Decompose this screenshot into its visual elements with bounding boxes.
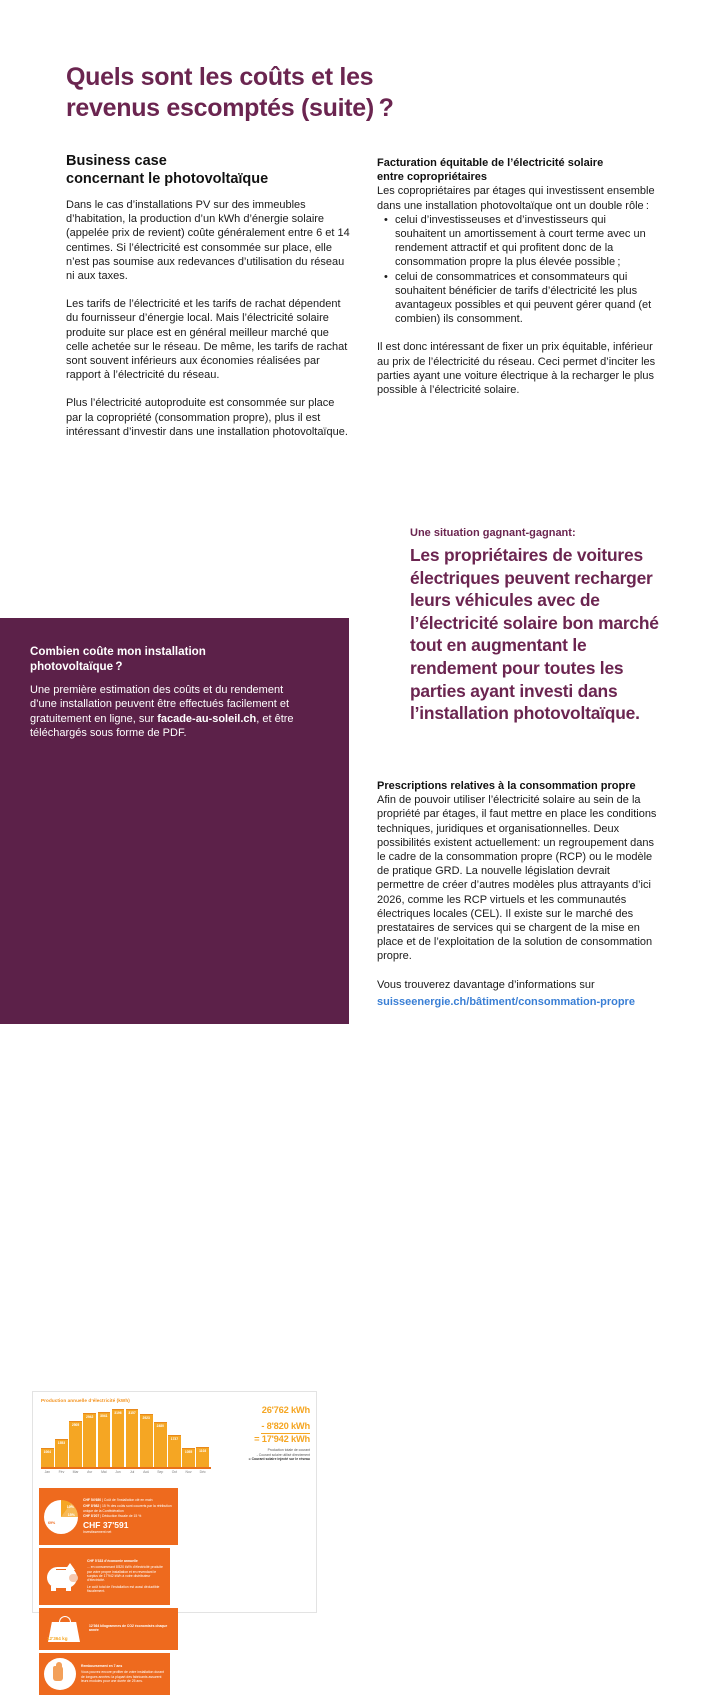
payback-panel-lines bbox=[81, 1664, 165, 1683]
chart-month-label: Jan bbox=[44, 1470, 51, 1475]
pie-chart-icon bbox=[44, 1500, 78, 1534]
thumbs-up-icon bbox=[44, 1658, 76, 1690]
piggy-leg-front bbox=[51, 1586, 56, 1591]
savings-heading: CHF 5'333 d’économie annuelle bbox=[87, 1559, 138, 1564]
cost-line-2-value: CHF 8'982 bbox=[83, 1504, 100, 1509]
left-heading-line2: concernant le photovoltaïque bbox=[66, 171, 269, 187]
chart-month-labels bbox=[41, 1470, 209, 1474]
chart-bar bbox=[69, 1421, 82, 1467]
pie-label-1: 10% bbox=[66, 1504, 74, 1509]
chart-bar-wrap bbox=[140, 1405, 153, 1467]
cost-line-3-value: CHF 8'207 bbox=[83, 1514, 100, 1519]
chart-bar-wrap bbox=[126, 1405, 139, 1467]
chart-bar bbox=[112, 1409, 125, 1467]
chart-bar-value: 2480 bbox=[156, 1423, 164, 1428]
chart-month-label: Oct bbox=[171, 1470, 178, 1475]
right-closing-paragraph: Il est donc intéressant de fixer un prix équitable, inférieur au prix de l’électricité du réseau. Ceci permet d’inciter les parties ayant une voiture électrique à la recharger le plus possible à l’électricité solaire. bbox=[377, 341, 656, 397]
payback-panel bbox=[39, 1653, 170, 1695]
co2-panel-lines bbox=[89, 1624, 173, 1634]
cost-line-1 bbox=[83, 1498, 173, 1502]
list-item: • celui d’investisseuses et d’investisseurs qui souhaitent un amortissement à court terme avec un rendement attractif et qui profitent donc de la consommation propre la plus élevée possible ; bbox=[388, 213, 659, 270]
chart-bar-wrap bbox=[168, 1405, 181, 1467]
page-title-line2: revenus escomptés (suite) ? bbox=[66, 94, 394, 122]
callout-link-text[interactable]: facade-au-soleil.ch bbox=[157, 712, 257, 725]
chart-bar bbox=[126, 1409, 139, 1467]
summary-note-2: - Courant solaire utilisé directement bbox=[256, 1452, 310, 1457]
infographic-panels bbox=[33, 1485, 316, 1701]
co2-panel bbox=[39, 1608, 178, 1650]
list-item: • celui de consommatrices et consommateurs qui souhaitent bénéficier de tarifs d’électricité les plus avantageux possibles et qui peuvent gérer quand (et combien) ils consomment. bbox=[388, 270, 659, 327]
chart-month-label: Mar bbox=[72, 1470, 79, 1475]
chart-axis-line bbox=[41, 1467, 211, 1469]
summary-self-consumed: - 8'820 kWh bbox=[261, 1421, 310, 1434]
summary-note-3: = Courant solaire injecté sur le réseau bbox=[248, 1457, 310, 1462]
callout-body-part2: , et être téléchargés sous forme de PDF. bbox=[30, 712, 294, 740]
callout-title-line2: photovoltaïque ? bbox=[30, 660, 123, 673]
cost-panel-lines bbox=[83, 1498, 173, 1535]
bottom-right-column bbox=[377, 779, 659, 1010]
right-heading-line2: entre copropriétaires bbox=[377, 171, 488, 184]
chart-bar-wrap bbox=[154, 1405, 167, 1467]
right-column bbox=[377, 156, 659, 411]
chart-bar-wrap bbox=[196, 1405, 209, 1467]
roles-bullet-list bbox=[377, 213, 659, 327]
piggy-bank-icon bbox=[44, 1560, 82, 1594]
right-column-heading bbox=[377, 156, 659, 184]
cost-line-1-value: CHF 54'680 bbox=[83, 1498, 102, 1503]
chart-bar-wrap bbox=[41, 1405, 54, 1467]
chart-bar bbox=[140, 1414, 153, 1467]
co2-badge: 12'364 kg bbox=[47, 1636, 68, 1641]
summary-note-1: Production totale de courant bbox=[267, 1448, 310, 1452]
summary-total-production: 26'762 kWh bbox=[261, 1405, 310, 1415]
cost-line-2 bbox=[83, 1504, 173, 1513]
thumb-tip bbox=[56, 1662, 62, 1670]
chart-bar-value: 1055 bbox=[184, 1449, 193, 1454]
savings-panel bbox=[39, 1548, 170, 1605]
chart-bar bbox=[182, 1448, 195, 1467]
regulations-body: Afin de pouvoir utiliser l’électricité solaire au sein de la propriété par étages, il faut mettre en place les conditions techniques, juridiques et organisationnelles. Deux possibilités existent actuellement: un regroupement dans le cadre de la consommation propre (RCP) ou le modèle de pratique GRD. La nouvelle législation devrait permettre de créer d’autres modèles plus attrayants d’ici 2026, comme les RCP virtuels et les communautés électriques locales (CEL). Il existe sur le marché des prestataires de services qui se chargent de la mise en place et de l’exploitation de la solution de consommation propre. bbox=[377, 794, 657, 963]
right-heading-line1: Facturation équitable de l’électricité solaire bbox=[377, 157, 604, 169]
chart-bar-wrap bbox=[69, 1405, 82, 1467]
cost-estimate-callout-box bbox=[0, 618, 349, 1684]
chart-month-label: Sep bbox=[157, 1470, 164, 1475]
chart-bar-value: 1064 bbox=[43, 1449, 51, 1454]
left-paragraph-2: Les tarifs de l’électricité et les tarifs de rachat dépendent du fournisseur d’énergie local. Mais l’électricité solaire produite sur place est en général meilleur marché que celle achetée sur le réseau. De même, les tarifs de rachat sont souvent inférieurs aux économies réalisées par rapport à l’électricité du réseau. bbox=[66, 298, 348, 382]
chart-month-label: Nov bbox=[185, 1470, 192, 1475]
cost-line-2-label: | 15 % des coûts sont couverts par la rétribution unique de la Confédération bbox=[83, 1504, 172, 1513]
chart-bar bbox=[41, 1448, 54, 1467]
regulations-heading: Prescriptions relatives à la consommation propre bbox=[377, 780, 636, 792]
callout-title bbox=[30, 644, 298, 674]
piggy-snout bbox=[69, 1574, 78, 1582]
page-title-line1: Quels sont les coûts et les bbox=[66, 63, 374, 91]
chart-bar bbox=[196, 1447, 209, 1467]
pullquote-text: Les propriétaires de voitures électriques peuvent recharger leurs véhicules avec de l’électricité solaire bon marché tout en augmentant le rendement pour toutes les parties ayant investi dans l’installation photovoltaïque. bbox=[410, 545, 659, 724]
chart-bars bbox=[41, 1405, 209, 1467]
chart-title: Production annuelle d’électricité (kWh) bbox=[41, 1398, 130, 1403]
callout-title-line1: Combien coûte mon installation bbox=[30, 645, 206, 658]
chart-month-label: Jul bbox=[129, 1470, 135, 1475]
chart-month-label: Jun bbox=[115, 1470, 121, 1475]
chart-bar-wrap bbox=[112, 1405, 125, 1467]
right-intro-paragraph: Les copropriétaires par étages qui investissent ensemble dans une installation photovoltaïque ont un double rôle : bbox=[377, 185, 655, 212]
co2-text: 12'364 kilogrammes de CO2 économisés chaque année bbox=[89, 1623, 168, 1633]
cost-panel bbox=[39, 1488, 178, 1545]
cost-line-3 bbox=[83, 1514, 173, 1518]
chart-bar-value: 1553 bbox=[57, 1440, 66, 1445]
piggy-slot bbox=[56, 1569, 66, 1571]
chart-bar-value: 3157 bbox=[128, 1411, 136, 1416]
annual-production-chart bbox=[33, 1392, 316, 1485]
left-heading-line1: Business case bbox=[66, 153, 167, 169]
chart-bar-wrap bbox=[182, 1405, 195, 1467]
chart-bar bbox=[83, 1413, 96, 1467]
callout-inner bbox=[30, 644, 298, 741]
payback-heading: Remboursement en 7 ans bbox=[81, 1664, 123, 1669]
chart-bar-wrap bbox=[98, 1405, 111, 1467]
pie-label-3: 69% bbox=[48, 1520, 56, 1525]
savings-footer: Le coût total de l’installation est aussi déductible fiscalement. bbox=[87, 1584, 160, 1594]
chart-bar bbox=[154, 1422, 167, 1467]
pie-label-2: 15% bbox=[67, 1512, 75, 1517]
page-title bbox=[66, 62, 496, 124]
cost-line-1-label: | Coût de l’installation clé en main bbox=[102, 1498, 153, 1503]
payback-body: Vous pouvez encore profiter de votre installation durant de longues années: la plupart des fabricants assurent leurs modules pour une durée de 25 ans. bbox=[81, 1670, 164, 1684]
chart-bar-value: 3041 bbox=[100, 1413, 108, 1418]
chart-month-label: Déc bbox=[199, 1470, 206, 1475]
left-column-heading bbox=[66, 152, 350, 188]
chart-bar-wrap bbox=[55, 1405, 68, 1467]
chart-bar-wrap bbox=[83, 1405, 96, 1467]
chart-bar bbox=[98, 1412, 111, 1467]
left-column bbox=[66, 152, 350, 453]
net-investment-value: CHF 37'591 bbox=[83, 1520, 129, 1531]
cost-line-3-label: | Déduction fiscale de 15 % bbox=[100, 1514, 142, 1519]
chart-bar-value: 1737 bbox=[170, 1437, 179, 1442]
chart-month-label: Avr bbox=[87, 1470, 93, 1475]
pullquote-kicker: Une situation gagnant-gagnant: bbox=[410, 527, 576, 539]
piggy-leg-back bbox=[66, 1586, 71, 1591]
chart-month-label: Fév bbox=[58, 1470, 65, 1475]
chart-bar-value: 2923 bbox=[142, 1415, 150, 1420]
chart-bar bbox=[55, 1439, 68, 1467]
summary-notes bbox=[210, 1448, 310, 1462]
pullquote bbox=[410, 526, 660, 725]
left-paragraph-3: Plus l’électricité autoproduite est consommée sur place par la copropriété (consommation propre), plus il est intéressant d’investir dans une installation photovoltaïque. bbox=[66, 397, 348, 438]
chart-bar-value: 2942 bbox=[86, 1415, 94, 1420]
net-investment-caption: Investissement net bbox=[83, 1530, 112, 1535]
chart-bar-value: 3196 bbox=[114, 1410, 122, 1415]
weight-icon bbox=[44, 1614, 84, 1644]
callout-body-part1: Une première estimation des coûts et du rendement d’une installation peuvent être effectués facilement et gratuitement en ligne, sur bbox=[30, 684, 290, 725]
left-paragraph-1: Dans le cas d’installations PV sur des immeubles d’habitation, la production d’un kWh d’énergie solaire (appelée prix de revient) coûte généralement entre 6 et 14 centimes. Si l’électricité est consommée sur place, elle n’est pas soumise aux redevances d’utilisation du réseau ni aux taxes. bbox=[66, 199, 350, 283]
savings-panel-lines bbox=[87, 1559, 165, 1593]
chart-summary bbox=[210, 1405, 310, 1462]
savings-body: ... en consommant 8'820 kWh d’électricité produite par votre propre installation et en revendant le surplus de 17'942 kWh à votre distributeur d’électricité. bbox=[87, 1565, 163, 1583]
chart-bar-value: 2505 bbox=[71, 1423, 80, 1428]
summary-grid-injected: = 17'942 kWh bbox=[254, 1434, 310, 1444]
chart-bar-value: 1103 bbox=[199, 1448, 207, 1453]
chart-month-label: Aoû bbox=[143, 1470, 150, 1475]
callout-body bbox=[30, 683, 298, 741]
infographic-figure bbox=[32, 1391, 317, 1684]
chart-month-label: Mai bbox=[101, 1470, 107, 1475]
chart-bar bbox=[168, 1435, 181, 1467]
more-info-link[interactable]: suisseenergie.ch/bâtiment/consommation-propre bbox=[377, 995, 635, 1008]
more-info-label: Vous trouverez davantage d’informations sur bbox=[377, 978, 595, 991]
